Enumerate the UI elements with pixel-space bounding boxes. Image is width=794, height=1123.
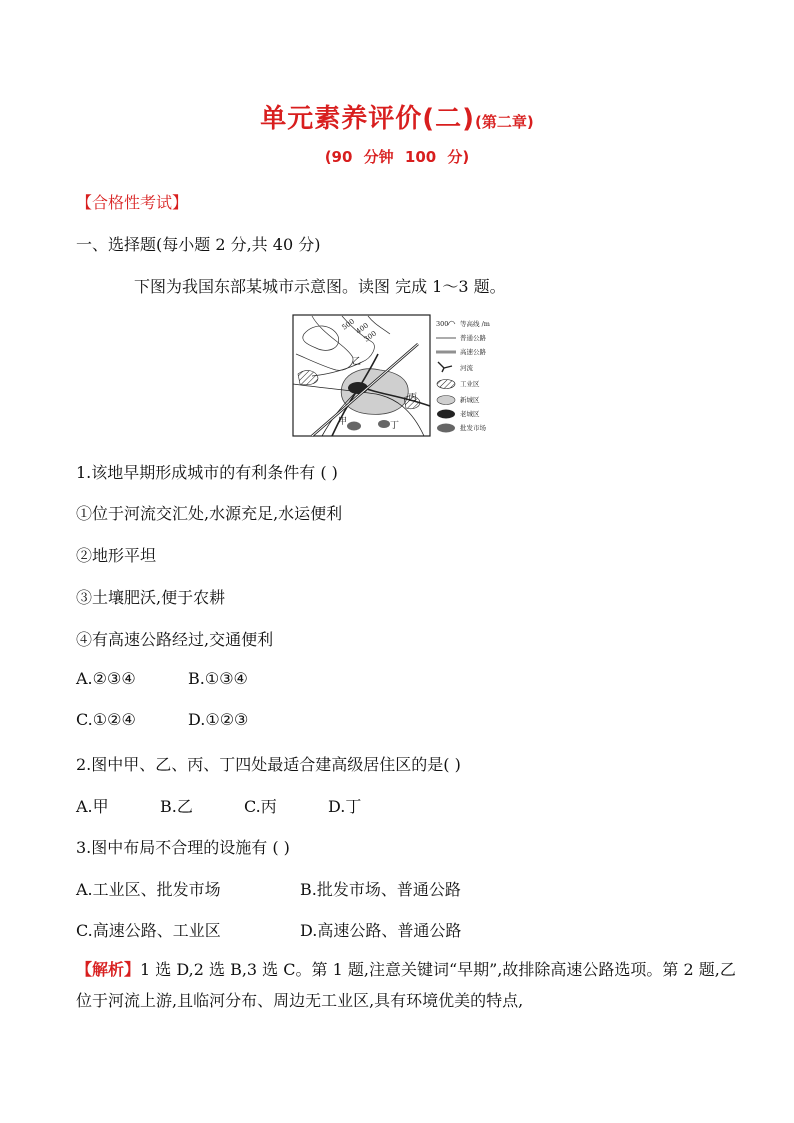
q3-option-c: C.高速公路、工业区 [76,921,221,940]
legend-label: 等高线 /m [460,320,490,328]
legend-label: 新城区 [460,396,480,404]
q1-option-a: A.②③④ [76,669,136,688]
answer-analysis [76,954,736,1016]
legend-label: 老城区 [460,410,480,418]
legend-label: 高速公路 [460,348,486,356]
title-main: 单元素养评价(二) [260,104,476,134]
q1-option-d: D.①②③ [188,710,249,729]
page-title [0,98,794,135]
contour-legend-icon [448,321,455,325]
q1-statement: ①位于河流交汇处,水源充足,水运便利 [76,504,343,523]
exam-time: (90 分钟 100 分) [324,148,470,166]
wholesale-legend-icon [437,424,455,433]
contour-label: 300 [362,329,379,344]
part-title: 一、选择题(每小题 2 分,共 40 分) [76,235,321,254]
city-map-figure [292,314,506,438]
place-label-yi: 乙 [352,357,362,367]
title-chapter: (第二章) [475,113,534,131]
place-label-ding: 丁 [390,421,400,431]
legend-contour-sample: 300 [436,320,449,328]
legend-label: 河流 [460,364,473,372]
industrial-legend-icon [437,380,455,389]
q1-statement: ④有高速公路经过,交通便利 [76,630,274,649]
analysis-tag: 【解析】 [76,960,141,979]
intro-text: 下图为我国东部某城市示意图。读图 完成 1～3 题。 [134,277,506,296]
river-legend-icon [438,362,452,372]
section-tag: 【合格性考试】 [76,193,189,212]
place-label-jia: 甲 [338,417,348,427]
q2-option-c: C.丙 [244,797,277,816]
q1-option-b: B.①③④ [188,669,248,688]
q3-option-b: B.批发市场、普通公路 [300,880,461,899]
map-legend [436,319,490,433]
contour-label: 400 [354,321,371,336]
q1-statement: ②地形平坦 [76,546,157,565]
q3-option-d: D.高速公路、普通公路 [300,921,462,940]
q2-option-d: D.丁 [328,797,362,816]
wholesale-market [378,420,390,428]
legend-label: 普通公路 [460,334,486,342]
q2-option-b: B.乙 [160,797,193,816]
place-label-bing: 丙 [408,393,418,403]
q2-option-a: A.甲 [76,797,109,816]
industrial-zone [298,371,318,385]
question-2-stem: 2.图中甲、乙、丙、丁四处最适合建高级居住区的是( ) [76,755,461,774]
wholesale-market [347,422,361,431]
new-city-legend-icon [437,396,455,405]
city-map [292,314,506,438]
legend-label: 批发市场 [460,424,486,432]
question-1-stem: 1.该地早期形成城市的有利条件有 ( ) [76,463,338,482]
question-3-stem: 3.图中布局不合理的设施有 ( ) [76,838,290,857]
contour-label: 500 [340,317,357,332]
old-city-legend-icon [437,410,455,419]
q1-option-c: C.①②④ [76,710,136,729]
analysis-text: 1 选 D,2 选 B,3 选 C。第 1 题,注意关键词“早期”,故排除高速公路选项。第 2 题,乙位于河流上游,且临河分布、周边无工业区,具有环境优美的特点, [76,960,736,1010]
q1-statement: ③土壤肥沃,便于农耕 [76,588,226,607]
legend-label: 工业区 [460,380,480,388]
q3-option-a: A.工业区、批发市场 [76,880,221,899]
